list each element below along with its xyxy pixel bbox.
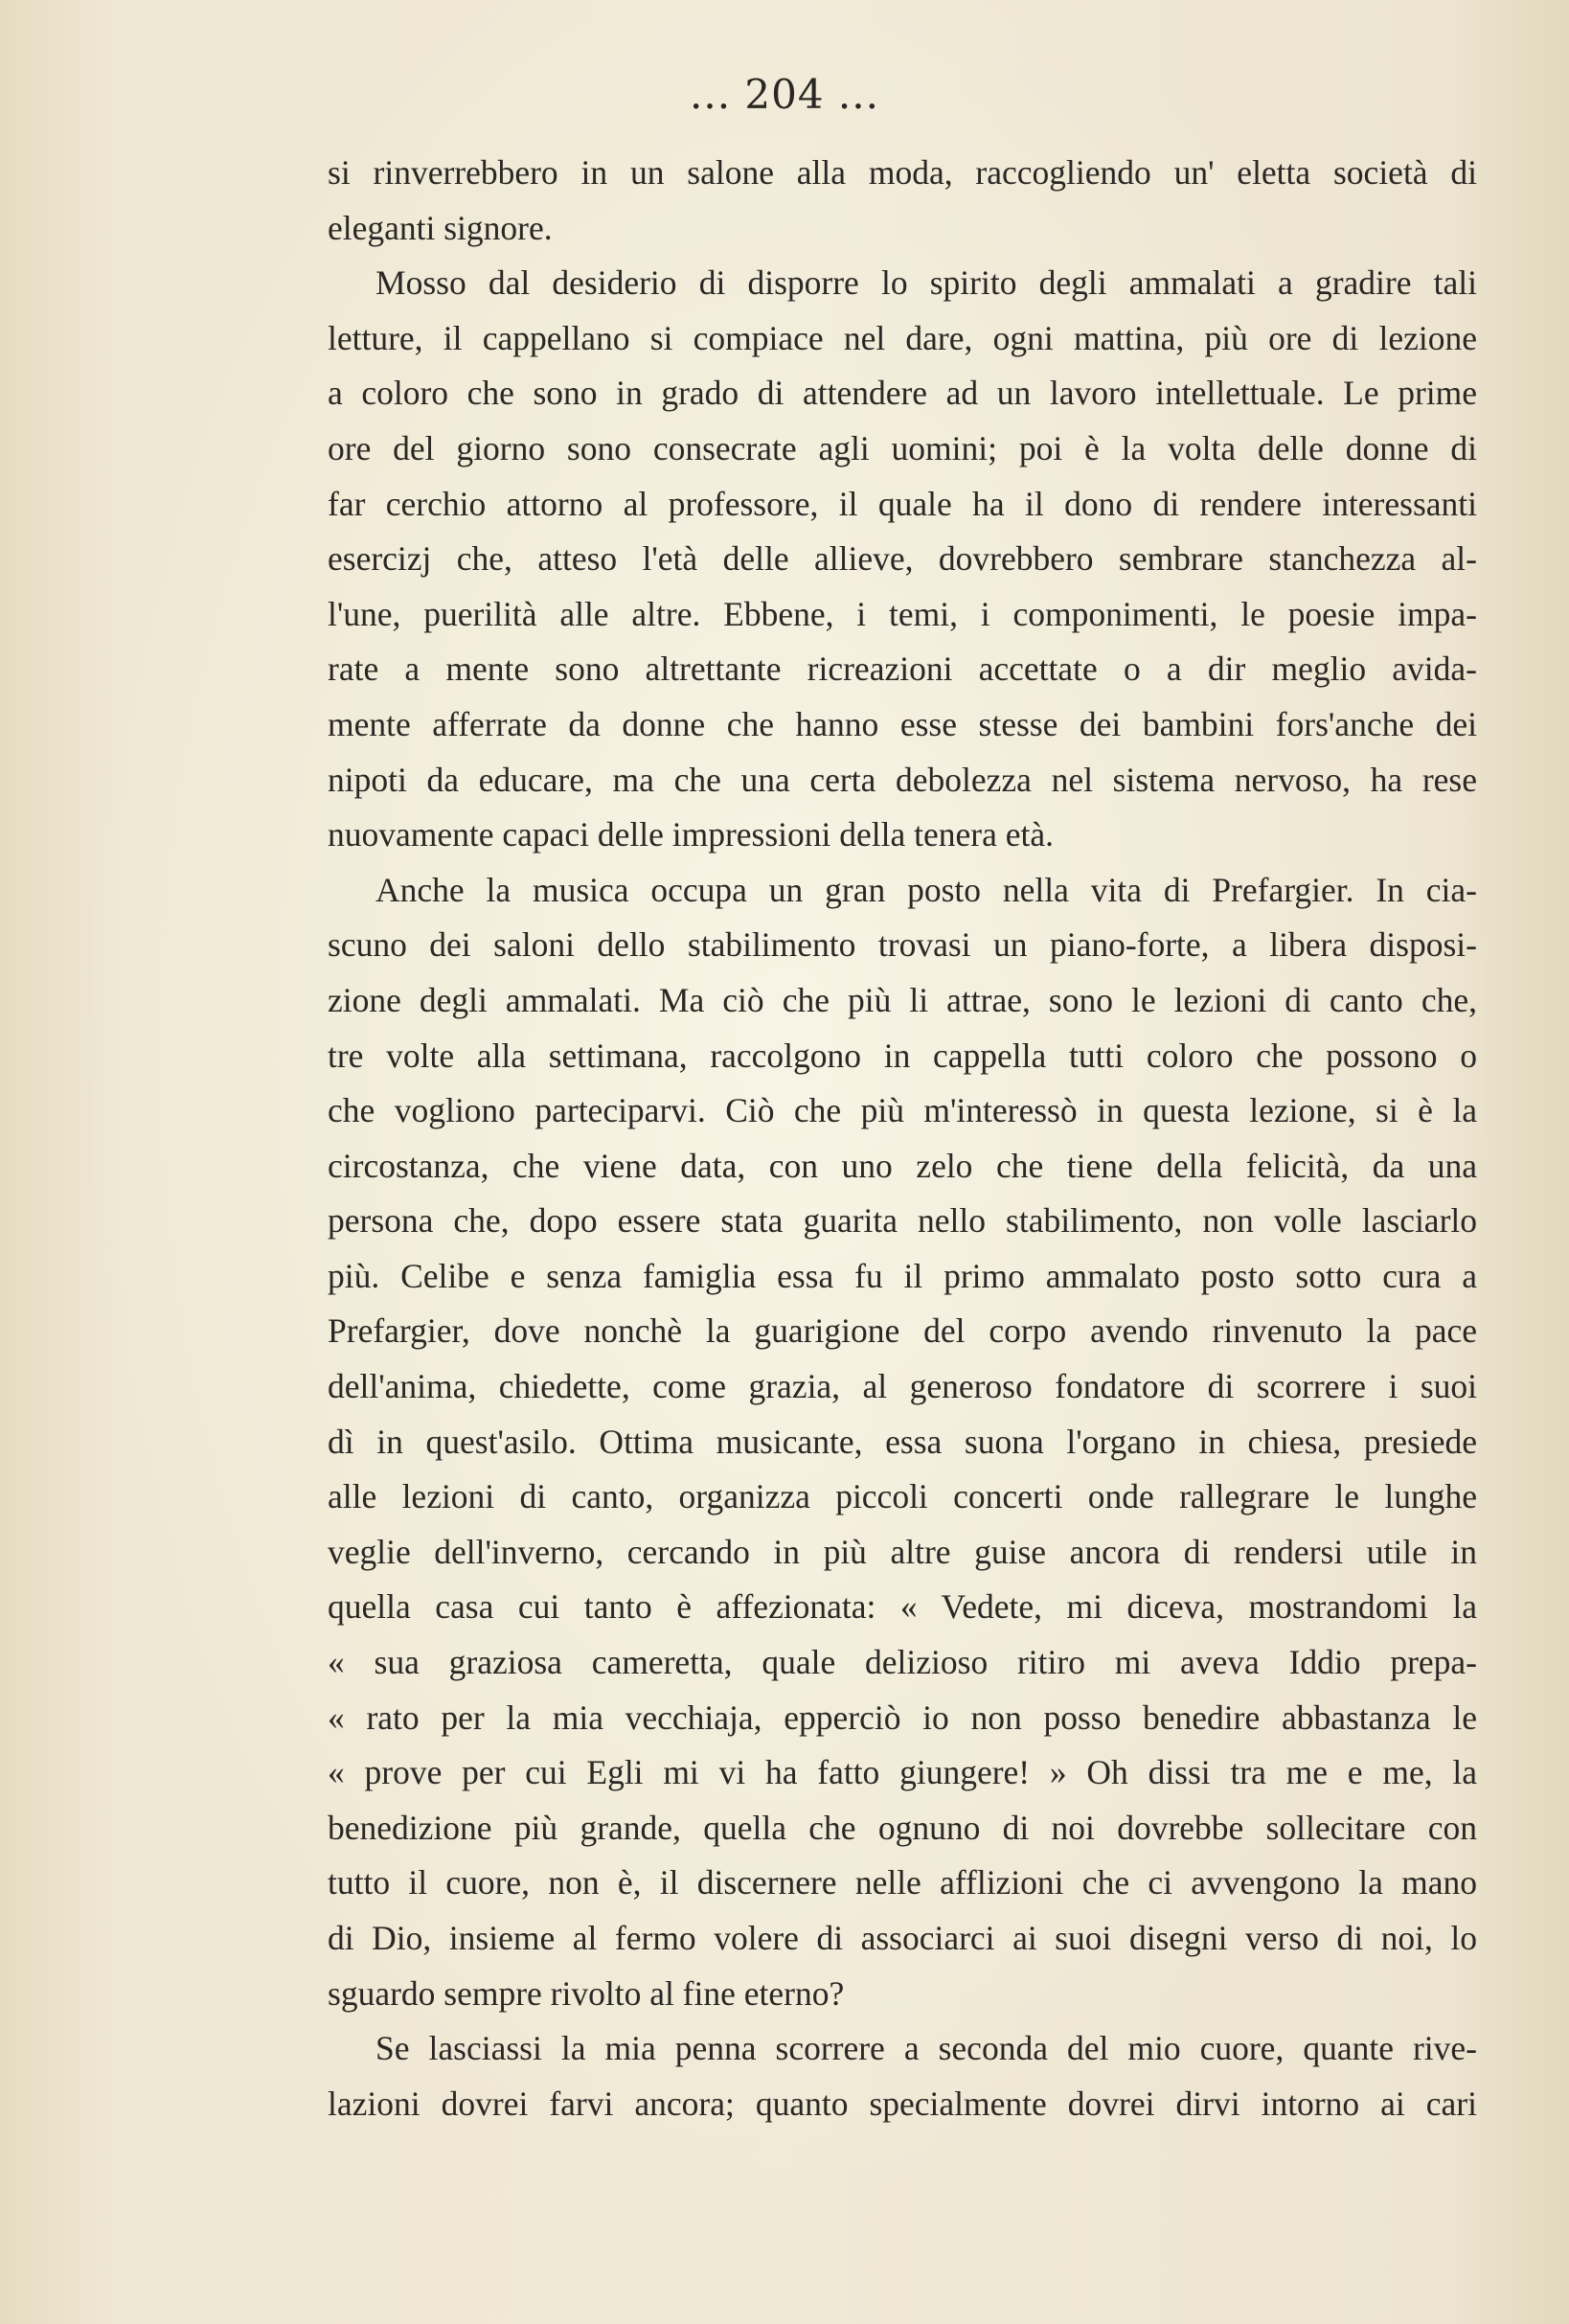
text-line: alle lezioni di canto, organizza piccoli concerti onde rallegrare le lunghe	[328, 1477, 1477, 1516]
text-line: che vogliono parteciparvi. Ciò che più m'interessò in questa lezione, si è la	[328, 1091, 1477, 1130]
text-line: a coloro che sono in grado di attendere ad un lavoro intellettuale. Le prime	[328, 374, 1477, 413]
text-line: esercizj che, atteso l'età delle allieve, dovrebbero sembrare stanchezza al-	[328, 539, 1477, 579]
text-line: dì in quest'asilo. Ottima musicante, essa suona l'organo in chiesa, presiede	[328, 1422, 1477, 1461]
text-line: circostanza, che viene data, con uno zelo che tiene della felicità, da una	[328, 1146, 1477, 1185]
text-line: si rinverrebbero in un salone alla moda, raccogliendo un' eletta società di	[328, 153, 1477, 192]
text-line: tutto il cuore, non è, il discernere nelle afflizioni che ci avvengono la mano	[328, 1863, 1477, 1902]
text-line: persona che, dopo essere stata guarita nello stabilimento, non volle lasciarlo	[328, 1201, 1477, 1241]
text-line: Se lasciassi la mia penna scorrere a seconda del mio cuore, quante rive-	[375, 2029, 1477, 2068]
text-line: far cerchio attorno al professore, il quale ha il dono di rendere interessanti	[328, 484, 1477, 523]
text-line: quella casa cui tanto è affezionata: « Vedete, mi diceva, mostrandomi la	[328, 1587, 1477, 1627]
page-number: ... 204 ...	[690, 71, 879, 118]
text-line: sguardo sempre rivolto al fine eterno?	[328, 1973, 845, 2013]
text-line: eleganti signore.	[328, 208, 553, 247]
text-line: rate a mente sono altrettante ricreazioni accettate o a dir meglio avida-	[328, 649, 1477, 689]
text-line: di Dio, insieme al fermo volere di associarci ai suoi disegni verso di noi, lo	[328, 1919, 1477, 1957]
text-line: ore del giorno sono consecrate agli uomini; poi è la volta delle donne di	[328, 428, 1477, 467]
text-line: scuno dei saloni dello stabilimento trovasi un piano-forte, a libera disposi-	[328, 925, 1477, 965]
text-line: più. Celibe e senza famiglia essa fu il primo ammalato posto sotto cura a	[328, 1256, 1477, 1295]
text-line: benedizione più grande, quella che ognuno di noi dovrebbe sollecitare con	[328, 1808, 1477, 1847]
text-line: mente afferrate da donne che hanno esse stesse dei bambini fors'anche dei	[328, 704, 1477, 743]
text-line: tre volte alla settimana, raccolgono in cappella tutti coloro che possono o	[328, 1036, 1477, 1075]
text-line: letture, il cappellano si compiace nel dare, ogni mattina, più ore di lezione	[328, 318, 1477, 357]
text-line: nipoti da educare, ma che una certa debolezza nel sistema nervoso, ha rese	[328, 760, 1477, 799]
text-line: Anche la musica occupa un gran posto nella vita di Prefargier. In cia-	[375, 870, 1477, 909]
text-line: zione degli ammalati. Ma ciò che più li attrae, sono le lezioni di canto che,	[328, 980, 1477, 1019]
text-line: « rato per la mia vecchiaja, epperciò io non posso benedire abbastanza le	[328, 1697, 1477, 1737]
text-line: Mosso dal desiderio di disporre lo spirito degli ammalati a gradire tali	[375, 263, 1477, 303]
text-line: dell'anima, chiedette, come grazia, al generoso fondatore di scorrere i suoi	[328, 1367, 1477, 1406]
text-line: veglie dell'inverno, cercando in più altre guise ancora di rendersi utile in	[328, 1532, 1477, 1571]
text-line: lazioni dovrei farvi ancora; quanto specialmente dovrei dirvi intorno ai cari	[328, 2084, 1477, 2123]
body-text	[328, 146, 1477, 2131]
text-line: nuovamente capaci delle impressioni della tenera età.	[328, 815, 1054, 854]
text-line: « sua graziosa cameretta, quale delizioso ritiro mi aveva Iddio prepa-	[328, 1643, 1477, 1682]
text-line: Prefargier, dove nonchè la guarigione del corpo avendo rinvenuto la pace	[328, 1311, 1477, 1351]
text-line: « prove per cui Egli mi vi ha fatto giungere! » Oh dissi tra me e me, la	[328, 1753, 1477, 1792]
text-line: l'une, puerilità alle altre. Ebbene, i temi, i componimenti, le poesie impa-	[328, 594, 1477, 633]
